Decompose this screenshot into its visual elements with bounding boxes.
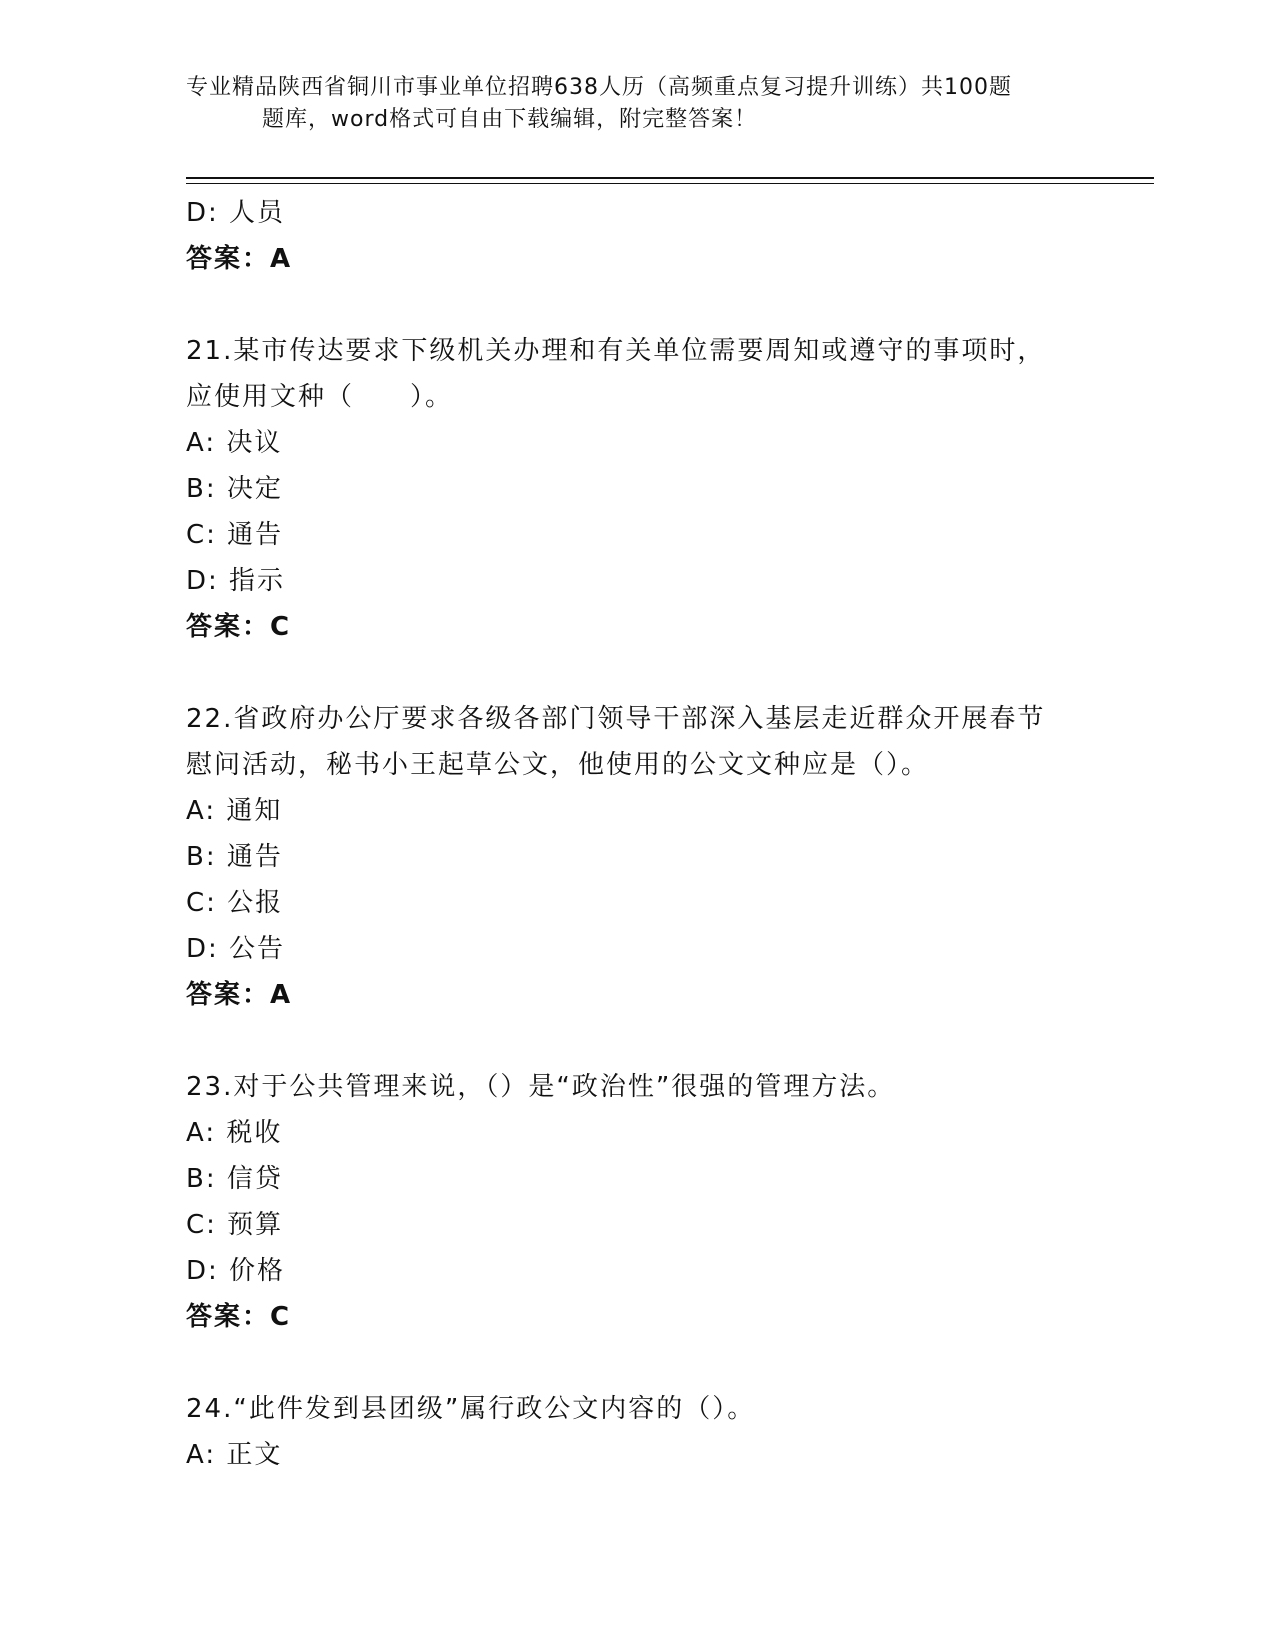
option-b: B: 通告 — [186, 842, 283, 872]
spacer — [186, 1340, 1086, 1386]
header-line-2: 题库，word格式可自由下载编辑，附完整答案！ — [262, 107, 758, 132]
question-24 — [186, 1386, 1086, 1478]
option-b: B: 信贷 — [186, 1164, 283, 1194]
document-header — [186, 72, 1086, 136]
option-d: D: 价格 — [186, 1256, 286, 1286]
option-c: C: 预算 — [186, 1210, 284, 1240]
answer-line: 答案：A — [186, 244, 293, 274]
answer-line: 答案：C — [186, 1302, 292, 1332]
option-d: D: 人员 — [186, 198, 286, 228]
option-d: D: 指示 — [186, 566, 286, 596]
header-rule-thin — [186, 183, 1154, 184]
option-d: D: 公告 — [186, 934, 286, 964]
question-22 — [186, 696, 1086, 1018]
option-c: C: 通告 — [186, 520, 284, 550]
option-c: C: 公报 — [186, 888, 284, 918]
question-text: 22.省政府办公厅要求各级各部门领导干部深入基层走近群众开展春节 — [186, 704, 1046, 734]
question-23 — [186, 1064, 1086, 1340]
option-a: A: 通知 — [186, 796, 283, 826]
option-b: B: 决定 — [186, 474, 283, 504]
spacer — [186, 650, 1086, 696]
header-rule-thick — [186, 177, 1154, 179]
question-text: 23.对于公共管理来说，（）是“政治性”很强的管理方法。 — [186, 1072, 896, 1102]
question-text: 21.某市传达要求下级机关办理和有关单位需要周知或遵守的事项时， — [186, 336, 1046, 366]
option-a: A: 正文 — [186, 1440, 283, 1470]
question-text: 应使用文种（ ）。 — [186, 382, 454, 412]
option-a: A: 决议 — [186, 428, 283, 458]
spacer — [186, 282, 1086, 328]
question-list — [186, 190, 1086, 1478]
answer-line: 答案：C — [186, 612, 292, 642]
question-text: 慰问活动，秘书小王起草公文，他使用的公文文种应是（）。 — [186, 750, 930, 780]
option-a: A: 税收 — [186, 1118, 283, 1148]
question-text: 24.“此件发到县团级”属行政公文内容的（）。 — [186, 1394, 756, 1424]
answer-line: 答案：A — [186, 980, 293, 1010]
header-line-1: 专业精品陕西省铜川市事业单位招聘638人历（高频重点复习提升训练）共100题 — [186, 75, 1012, 100]
spacer — [186, 1018, 1086, 1064]
question-21 — [186, 328, 1086, 650]
